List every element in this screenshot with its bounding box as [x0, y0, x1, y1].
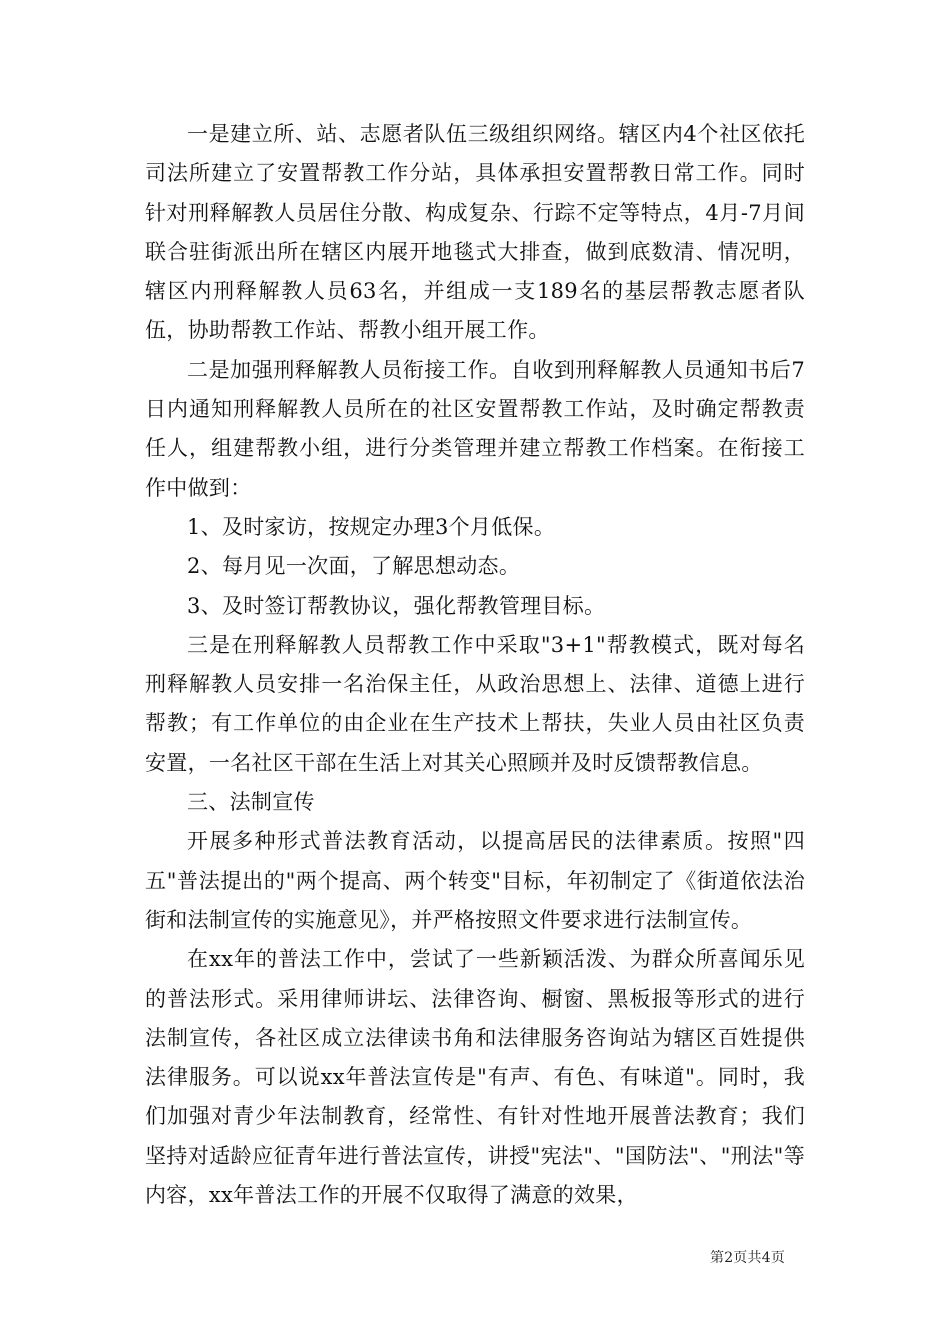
paragraph-3plus1-model: 三是在刑释解教人员帮教工作中采取"3+1"帮教模式，既对每名刑释解教人员安排一名治保主任，从政治思想上、法律、道德上进行帮教；有工作单位的由企业在生产技术上帮扶，失业人员由社区负责安置，一名社区干部在生活上对其关心照顾并及时反馈帮教信息。 [145, 632, 805, 775]
paragraph-organization-network: 一是建立所、站、志愿者队伍三级组织网络。辖区内4个社区依托司法所建立了安置帮教工作分站，具体承担安置帮教日常工作。同时针对刑释解教人员居住分散、构成复杂、行踪不定等特点，4月-7月间联合驻街派出所在辖区内展开地毯式大排查，做到底数清、情况明，辖区内刑释解教人员63名，并组成一支189名的基层帮教志愿者队伍，协助帮教工作站、帮教小组开展工作。 [145, 122, 805, 343]
paragraph-handover-work: 二是加强刑释解教人员衔接工作。自收到刑释解教人员通知书后7日内通知刑释解教人员所在的社区安置帮教工作站，及时确定帮教责任人，组建帮教小组，进行分类管理并建立帮教工作档案。在衔接工作中做到： [145, 357, 805, 500]
paragraph-legal-education: 开展多种形式普法教育活动，以提高居民的法律素质。按照"四五"普法提出的"两个提高、两个转变"目标，年初制定了《街道依法治街和法制宣传的实施意见》，并严格按照文件要求进行法制宣传。 [145, 829, 805, 932]
list-item-home-visit: 1、及时家访，按规定办理3个月低保。 [187, 514, 556, 539]
page-number-footer: 第2页共4页 [710, 1250, 786, 1266]
list-item-monthly-meeting: 2、每月见一次面，了解思想动态。 [187, 554, 521, 579]
document-body [145, 115, 805, 1215]
section-heading-legal-publicity: 三、法制宣传 [187, 790, 315, 815]
list-item-sign-agreement: 3、及时签订帮教协议，强化帮教管理目标。 [187, 593, 606, 618]
paragraph-publicity-forms: 在xx年的普法工作中，尝试了一些新颖活泼、为群众所喜闻乐见的普法形式。采用律师讲坛、法律咨询、橱窗、黑板报等形式的进行法制宣传，各社区成立法律读书角和法律服务咨询站为辖区百姓提供法律服务。可以说xx年普法宣传是"有声、有色、有味道"。同时，我们加强对青少年法制教育，经常性、有针对性地开展普法教育；我们坚持对适龄应征青年进行普法宣传，讲授"宪法"、"国防法"、"刑法"等内容，xx年普法工作的开展不仅取得了满意的效果， [145, 947, 805, 1208]
